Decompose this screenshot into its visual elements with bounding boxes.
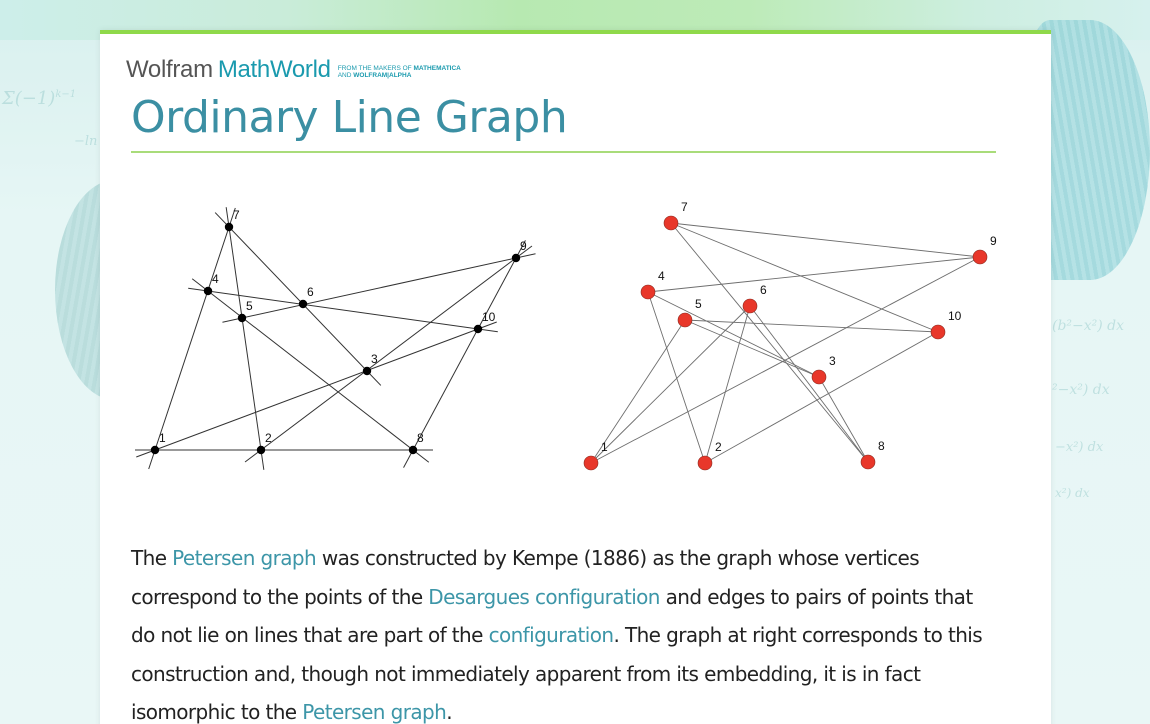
description-paragraph (131, 539, 1001, 724)
petersen-line-graph (584, 200, 997, 470)
desargues-configuration-diagram (135, 207, 536, 470)
point-label: 6 (307, 285, 314, 299)
vertex-label: 10 (948, 309, 962, 323)
graph-edge (685, 320, 819, 377)
page-title: Ordinary Line Graph (131, 92, 568, 143)
text: The (131, 546, 173, 570)
graph-vertex (678, 313, 692, 327)
graph-vertex (664, 216, 678, 230)
tagline-mathematica: MATHEMATICA (413, 65, 461, 72)
graph-edge (685, 320, 938, 332)
vertex-label: 1 (601, 440, 608, 454)
brand-wolfram: Wolfram (126, 56, 213, 83)
configuration-point (225, 223, 233, 231)
tagline-text: FROM THE MAKERS OF (337, 65, 414, 72)
vertex-label: 3 (829, 354, 836, 368)
brand-mathworld: MathWorld (217, 56, 331, 83)
configuration-line (149, 208, 236, 469)
graph-vertex (641, 285, 655, 299)
decorative-formula-integral-1: (b²−x²) dx (1052, 318, 1125, 334)
decorative-formula-integral-3: −x²) dx (1055, 440, 1104, 455)
vertex-label: 6 (760, 283, 767, 297)
configuration-point (238, 314, 246, 322)
graph-vertex (973, 250, 987, 264)
vertex-label: 2 (715, 440, 722, 454)
vertex-label: 7 (681, 200, 688, 214)
text: . (446, 700, 452, 724)
point-label: 4 (212, 272, 219, 286)
graph-edge (591, 306, 750, 463)
vertex-label: 5 (695, 297, 702, 311)
graph-edge (819, 377, 868, 462)
graph-edge (705, 306, 750, 463)
configuration-line (226, 207, 264, 470)
vertex-label: 4 (658, 269, 665, 283)
decorative-formula-sum: $\Sigma(-1)^{k-1}$ (2, 88, 77, 109)
decorative-formula-ln: −ln (74, 134, 98, 149)
graph-vertex (931, 325, 945, 339)
graph-vertex (584, 456, 598, 470)
graph-edge (648, 257, 980, 292)
vertex-label: 9 (990, 234, 997, 248)
point-label: 1 (159, 431, 166, 445)
text: was constructed by Kempe (1886) as the graph whose vertices correspond to the points of the (131, 546, 920, 609)
graph-edge (671, 223, 938, 332)
configuration-point (474, 325, 482, 333)
graph-edge (705, 332, 938, 463)
configuration-point (299, 300, 307, 308)
point-label: 3 (371, 352, 378, 366)
configuration-point (363, 367, 371, 375)
graph-vertex (812, 370, 826, 384)
configuration-point (409, 446, 417, 454)
tagline-wolframalpha: WOLFRAM|ALPHA (353, 72, 412, 79)
link-desargues-configuration[interactable]: Desargues configuration (428, 584, 660, 609)
text: and edges to pairs of points that do not lie on lines that are part of the (131, 584, 973, 647)
tagline-text: AND (337, 72, 354, 79)
graph-vertex (743, 299, 757, 313)
configuration-line (245, 246, 532, 462)
decorative-formula-integral-4: x²) dx (1055, 486, 1090, 500)
point-label: 10 (482, 310, 496, 324)
graph-edge (750, 306, 868, 462)
configuration-line (188, 288, 498, 332)
configuration-line (215, 213, 381, 386)
link-petersen-graph-2[interactable]: Petersen graph (302, 700, 447, 724)
graph-edge (648, 292, 705, 463)
configuration-line (192, 279, 429, 463)
point-label: 2 (265, 431, 272, 445)
configuration-point (204, 287, 212, 295)
link-configuration[interactable]: configuration (488, 623, 614, 647)
text: . The graph at right corresponds to this construction and, though not immediately apparent from its embedding, it is in fact isomorphic to the (131, 623, 983, 724)
decorative-formula-integral-2: ²−x²) dx (1052, 382, 1110, 398)
vertex-label: 8 (878, 439, 885, 453)
point-label: 9 (520, 239, 527, 253)
link-petersen-graph[interactable]: Petersen graph (172, 546, 317, 570)
configuration-point (151, 446, 159, 454)
graph-vertex (861, 455, 875, 469)
configuration-point (512, 254, 520, 262)
configuration-point (257, 446, 265, 454)
graph-vertex (698, 456, 712, 470)
graph-edge (671, 223, 980, 257)
graph-edge (671, 223, 868, 462)
point-label: 8 (417, 431, 424, 445)
point-label: 7 (233, 208, 240, 222)
point-label: 5 (246, 299, 253, 313)
